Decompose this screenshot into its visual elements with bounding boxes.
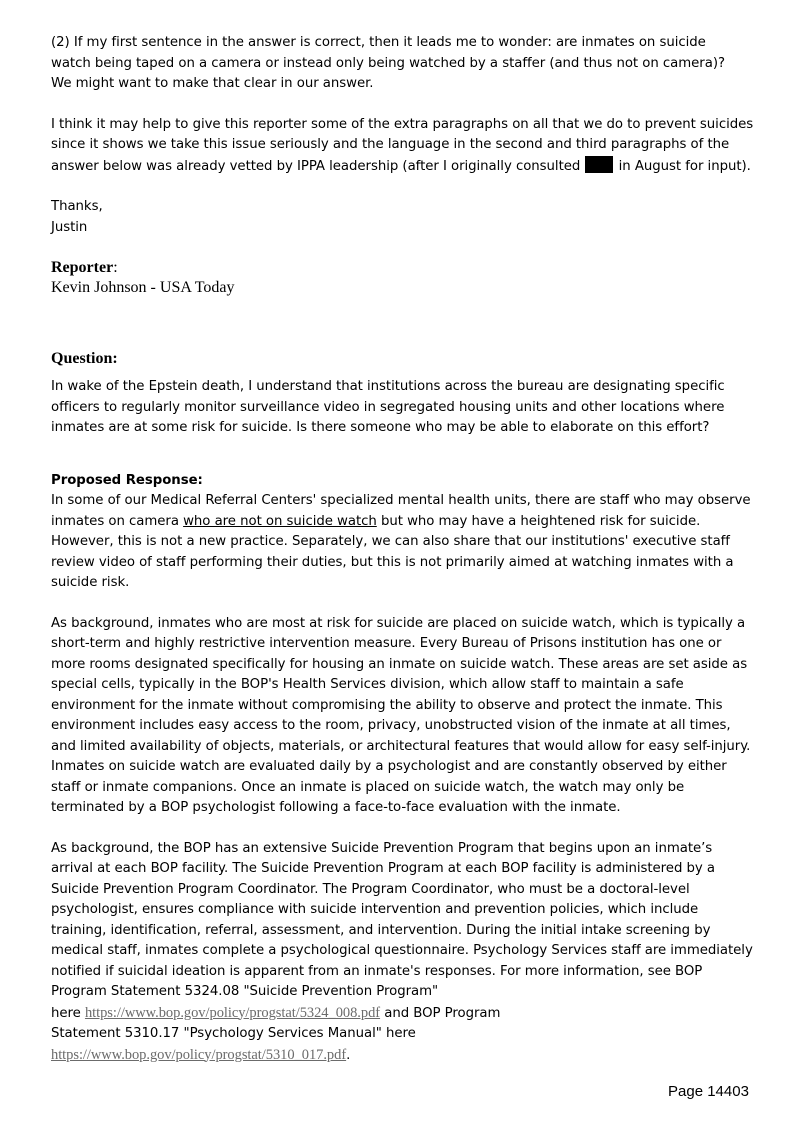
response-reference-line-1	[51, 1003, 756, 1025]
email-paragraph-2	[51, 115, 756, 178]
response-paragraph-3: As background, the BOP has an extensive Suicide Prevention Program that begins upon an inmate’s arrival at each BOP facility. The Suicide Prevention Program at each BOP facility is administered by a Suicide Prevention Program Coordinator. The Program Coordinator, who must be a doctoral-level psychologist, ensures compliance with suicide intervention and prevention policies, which include training, identification, referral, assessment, and intervention. During the initial intake screening by medical staff, inmates complete a psychological questionnaire. Psychology Services staff are immediately notified if suicidal ideation is apparent from an inmate's responses. For more information, see BOP Program Statement 5324.08 "Suicide Prevention Program"	[51, 840, 753, 999]
response-paragraph-2: As background, inmates who are most at risk for suicide are placed on suicide watch, which is typically a short-term and highly restrictive intervention measure. Every Bureau of Prisons institution has one or more rooms designated specifically for housing an inmate on suicide watch. These areas are set aside as special cells, typically in the BOP's Health Services division, which allow staff to maintain a safe environment for the inmate without compromising the ability to observe and protect the inmate. This environment includes easy access to the room, privacy, unobstructed vision of the inmate at all times, and limited availability of objects, materials, or architectural features that would allow for easy self-injury. Inmates on suicide watch are evaluated daily by a psychologist and are constantly observed by either staff or inmate companions. Once an inmate is placed on suicide watch, the watch may only be terminated by a BOP psychologist following a face-to-face evaluation with the inmate.	[51, 615, 751, 815]
email-paragraph-2-text: I think it may help to give this reporter some of the extra paragraphs on all that we do to prevent suicides since it shows we take this issue seriously and the language in the second and third paragraphs of the answer below was already vetted by IPPA leadership (after I originally consulted	[51, 116, 754, 174]
email-paragraph-2-end: in August for input).	[618, 158, 751, 174]
response-p1-text: In some of our Medical Referral Centers' specialized mental health units, there are staff who may observe inmates on camera	[51, 493, 751, 529]
document-page	[51, 33, 756, 1066]
here-text-1: here	[51, 1005, 85, 1021]
reporter-colon: :	[113, 259, 118, 276]
reporter-label-line	[51, 258, 756, 278]
end-period: .	[346, 1047, 351, 1063]
policy-link-5310[interactable]: https://www.bop.gov/policy/progstat/5310_017.pdf	[51, 1046, 347, 1063]
response-paragraph-1	[51, 491, 756, 594]
response-reference-line-2: Statement 5310.17 "Psychology Services Manual" here	[51, 1026, 416, 1041]
response-p1-rest: but who may have a heightened risk for suicide. However, this is not a new practice. Separately, we can also share that our institutions' executive staff review video of staff performing their duties, but this is not primarily aimed at watching inmates with a suicide risk.	[51, 513, 734, 590]
and-bop-program-text: and BOP Program	[380, 1005, 501, 1021]
policy-link-5324[interactable]: https://www.bop.gov/policy/progstat/5324_008.pdf	[84, 1004, 381, 1021]
response-p1-underlined: who are not on suicide watch	[183, 513, 377, 529]
page-number: Page 14403	[668, 1083, 749, 1100]
response-reference-line-3	[51, 1045, 756, 1067]
reporter-name: Kevin Johnson - USA Today	[51, 279, 235, 296]
reporter-label: Reporter	[51, 259, 114, 276]
question-heading: Question:	[51, 350, 118, 367]
question-text: In wake of the Epstein death, I understand that institutions across the bureau are designating specific officers to regularly monitor surveillance video in segregated housing units and other locations where inmates are at some risk for suicide. Is there someone who may be able to elaborate on this effort?	[51, 379, 725, 435]
reporter-block	[51, 258, 756, 298]
redaction-box	[585, 156, 613, 173]
email-thanks: Thanks,	[51, 199, 103, 214]
email-signature: Justin	[51, 219, 88, 235]
response-heading: Proposed Response:	[51, 472, 203, 488]
email-paragraph-1: (2) If my first sentence in the answer is correct, then it leads me to wonder: are inmates on suicide watch being taped on a camera or instead only being watched by a staffer (and thus not on camera)? We might want to make that clear in our answer.	[51, 35, 725, 91]
